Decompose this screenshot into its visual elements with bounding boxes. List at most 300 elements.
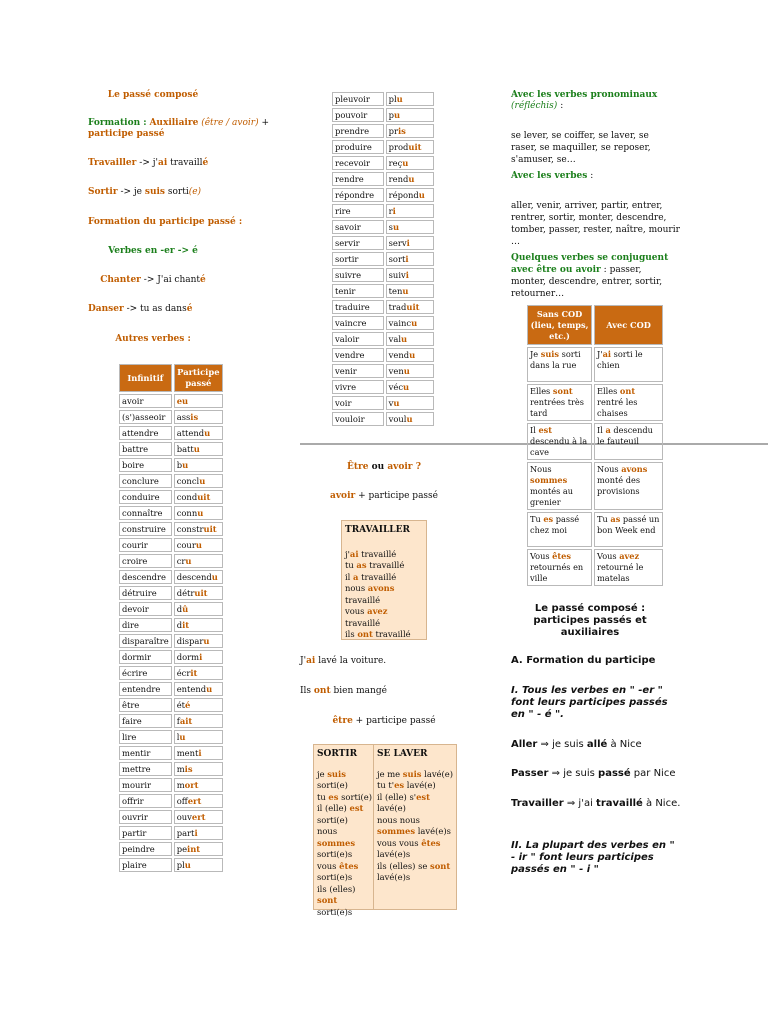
infinitif-cell: savoir	[332, 220, 384, 234]
table-row	[119, 490, 223, 504]
participe-stem: ten	[388, 286, 403, 296]
word-etre: Être	[347, 462, 369, 472]
participe-stem: véc	[388, 382, 404, 392]
participe-ending: uit	[197, 492, 211, 502]
participe-cell	[386, 364, 434, 378]
sans-cod-cell	[527, 384, 592, 421]
participle: sorti(e)	[338, 791, 373, 802]
participe-stem: attend	[176, 428, 205, 438]
conjugation-line	[317, 872, 373, 884]
table-row	[119, 842, 223, 856]
participe-ending: i	[198, 748, 202, 758]
conjugation-line	[317, 792, 373, 804]
participe-cell	[386, 412, 434, 426]
formation-pp-heading: Formation du participe passé :	[88, 217, 243, 227]
participe-stem: serv	[388, 238, 407, 248]
page-title: Le passé composé	[107, 90, 199, 100]
example-sortir	[88, 187, 201, 197]
example-chanter	[68, 275, 238, 285]
reflechis-label: (réfléchis)	[511, 101, 558, 111]
infinitif-cell: venir	[332, 364, 384, 378]
formation-aux: Auxiliaire	[149, 118, 199, 128]
participe-cell	[174, 538, 223, 552]
participe-cell	[174, 682, 223, 696]
formation-participe-heading: A. Formation du participe	[511, 655, 656, 666]
participe-cell	[386, 284, 434, 298]
conjugation-line	[377, 826, 453, 838]
word-ou: ou	[371, 462, 385, 472]
conjugation-line	[317, 861, 373, 873]
rest: rentré les chaises	[597, 397, 638, 418]
participe-cell	[174, 778, 223, 792]
participle: travaillé	[345, 617, 381, 628]
infinitif-cell: peindre	[119, 842, 172, 856]
participe-cell	[174, 458, 223, 472]
participe-ending: u	[393, 398, 400, 408]
ex-verb: Aller	[511, 739, 538, 750]
example-voiture	[300, 656, 386, 666]
table-row	[332, 364, 434, 378]
subject: Nous	[597, 464, 622, 474]
auxiliary: as	[610, 514, 621, 524]
autres-verbes-heading: Autres verbes :	[115, 334, 191, 344]
example-verb: Chanter	[100, 275, 141, 285]
etre-line	[300, 716, 468, 726]
participe-stem: f	[176, 716, 180, 726]
participe-ending: u	[182, 460, 189, 470]
table-row	[119, 586, 223, 600]
avec-cod-cell	[594, 549, 663, 586]
auxiliary: es	[328, 791, 339, 802]
participe-stem: batt	[176, 444, 194, 454]
subject: Nous	[530, 464, 552, 474]
quelques-label: Quelques verbes se conjuguent avec être ou avoir	[511, 253, 669, 275]
infinitif-cell: servir	[332, 236, 384, 250]
ex-text: je suis	[560, 768, 599, 779]
table-row	[119, 698, 223, 712]
auxiliary: suis	[327, 768, 346, 779]
participe-stem: p	[388, 110, 394, 120]
participe-ending: u	[184, 860, 191, 870]
example-text: -> je	[120, 187, 142, 197]
auxiliary: est	[538, 425, 553, 435]
auxiliary: a	[605, 425, 611, 435]
conjugation-line	[345, 629, 423, 641]
participe-stem: prod	[388, 142, 409, 152]
participe-cell	[174, 746, 223, 760]
participe-cell	[174, 618, 223, 632]
infinitif-cell: construire	[119, 522, 172, 536]
conjugation-line	[317, 780, 373, 792]
participe-stem: pl	[176, 860, 185, 870]
participe-cell	[386, 108, 434, 122]
example-travailler-nice	[511, 798, 681, 810]
example-ending: é	[200, 275, 206, 285]
table-row	[119, 858, 223, 872]
ex-text: J'	[300, 656, 307, 666]
table-row	[119, 538, 223, 552]
participe-stem: voul	[388, 414, 407, 424]
rule-er: I. Tous les verbes en " -er " font leurs participes passés en " - é ".	[511, 685, 668, 720]
example-ending: é	[186, 304, 193, 314]
conjugation-line	[377, 803, 453, 815]
participe-stem: dispar	[176, 636, 204, 646]
etre-ou-avoir-heading	[300, 462, 468, 472]
participe-cell	[174, 826, 223, 840]
table-row	[119, 602, 223, 616]
table-row	[332, 236, 434, 250]
quelques-verbes	[511, 252, 671, 300]
header-avec-cod: Avec COD	[594, 305, 663, 345]
conjugation-line	[317, 884, 373, 907]
auxiliary: avez	[367, 606, 388, 616]
conjugation-line	[345, 560, 423, 572]
auxiliary: êtes	[552, 551, 571, 561]
conjugation-line	[345, 583, 423, 595]
infinitif-cell: connaître	[119, 506, 172, 520]
infinitif-cell: offrir	[119, 794, 172, 808]
conjugation-line	[377, 838, 453, 850]
rest: retournés en ville	[530, 562, 584, 583]
pronoun: vous	[317, 860, 340, 871]
infinitif-cell: (s')asseoir	[119, 410, 172, 424]
participe-ending: u	[211, 572, 218, 582]
auxiliary: êtes	[421, 837, 441, 848]
rule-ir: II. La plupart des verbes en " - ir " font leurs participes passés en " - i "	[511, 840, 675, 875]
participe-stem: détr	[176, 588, 195, 598]
participe-ending: i	[199, 652, 203, 662]
table-row	[332, 156, 434, 170]
table-row	[119, 746, 223, 760]
infinitif-cell: dire	[119, 618, 172, 632]
arrow-icon: ⇒	[566, 798, 576, 809]
conjugation-line	[317, 907, 373, 919]
verbes-er-rule: Verbes en -er -> é	[108, 246, 198, 256]
infinitif-cell: tenir	[332, 284, 384, 298]
participe-ending: u	[179, 732, 186, 742]
participe-cell	[174, 586, 223, 600]
participe-cell	[174, 810, 223, 824]
participe-cell	[174, 426, 223, 440]
participe-ending: u	[197, 508, 204, 518]
participe-ending: u	[204, 428, 211, 438]
example-ending: (e)	[188, 187, 202, 197]
participe-ending: u	[185, 556, 192, 566]
conjugation-line	[317, 826, 373, 849]
pronoun: vous vous	[377, 837, 422, 848]
participe-cell	[174, 714, 223, 728]
rest: rentrées très tard	[530, 397, 584, 418]
participe-cell	[174, 442, 223, 456]
participe-ending: u	[402, 286, 409, 296]
word-question: ?	[415, 462, 421, 472]
participe-ending: is	[190, 412, 199, 422]
participe-cell	[386, 188, 434, 202]
participe-ending: uit	[203, 524, 217, 534]
formation-line	[88, 118, 269, 128]
conjugation-line	[377, 792, 453, 804]
participe-stem: vainc	[388, 318, 412, 328]
avoir-line	[300, 491, 468, 501]
participe-ending: int	[187, 844, 201, 854]
pronoun: lavé(e)s	[377, 849, 411, 859]
sans-cod-cell	[527, 512, 592, 547]
participle: lavé(e)s	[415, 826, 451, 836]
participe-stem: ment	[176, 748, 199, 758]
participe-ending: it	[190, 668, 198, 678]
etre-verbs-list: aller, venir, arriver, partir, entrer, rentrer, sortir, monter, descendre, tomber, passer, rester, naître, mourir …	[511, 201, 680, 247]
table-row	[332, 412, 434, 426]
participe-stem: vend	[388, 350, 410, 360]
infinitif-cell: conduire	[119, 490, 172, 504]
table-row	[119, 458, 223, 472]
avec-cod-cell	[594, 423, 663, 460]
infinitif-cell: dormir	[119, 650, 172, 664]
participe-ending: u	[394, 110, 401, 120]
infinitif-cell: pouvoir	[332, 108, 384, 122]
table-row	[119, 554, 223, 568]
table-row	[332, 220, 434, 234]
table-row	[119, 730, 223, 744]
rest: montés au grenier	[530, 486, 574, 507]
participe-ending: uit	[406, 302, 420, 312]
formation-participe: participe passé	[88, 129, 165, 139]
header-infinitif: Infinitif	[119, 364, 172, 392]
participe-cell	[174, 602, 223, 616]
infinitif-cell: courir	[119, 538, 172, 552]
pronoun: sorti	[317, 780, 337, 790]
table-row	[332, 140, 434, 154]
participe-ending: u	[406, 414, 413, 424]
subject: Je	[530, 349, 541, 359]
example-ending: é	[202, 158, 209, 168]
auxiliary: ai	[602, 349, 612, 359]
participe-stem: suiv	[388, 270, 406, 280]
participe-stem: dorm	[176, 652, 200, 662]
avec-cod-cell	[594, 384, 663, 421]
subject: Elles	[597, 386, 620, 396]
table-row	[332, 332, 434, 346]
infinitif-cell: boire	[119, 458, 172, 472]
subject: J'	[597, 349, 603, 359]
pronoun: sorti(e)s	[317, 872, 353, 882]
rest: sorti dans la rue	[530, 349, 581, 370]
participe-cell	[174, 666, 223, 680]
conjugation-line	[345, 595, 423, 607]
subject: Il	[530, 425, 539, 435]
subject: Vous	[530, 551, 553, 561]
auxiliary: suis	[540, 349, 560, 359]
participe-ending: ait	[179, 716, 193, 726]
avec-cod-cell	[594, 462, 663, 510]
infinitif-cell: ouvrir	[119, 810, 172, 824]
pronoun: lavé(e)	[377, 803, 406, 813]
participe-stem: m	[176, 764, 185, 774]
infinitif-cell: prendre	[332, 124, 384, 138]
table-row	[119, 634, 223, 648]
infinitif-cell: descendre	[119, 570, 172, 584]
table-row	[332, 396, 434, 410]
conjugation-line	[377, 849, 453, 861]
table-row	[119, 714, 223, 728]
participe-ending: i	[405, 270, 409, 280]
pronoun: vous	[345, 606, 368, 616]
example-verb: Danser	[88, 304, 124, 314]
sans-cod-cell	[527, 549, 592, 586]
infinitif-cell: vouloir	[332, 412, 384, 426]
participe-cell	[386, 268, 434, 282]
infinitif-cell: mentir	[119, 746, 172, 760]
conjugation-line	[377, 861, 453, 873]
conjugation-line	[377, 769, 453, 781]
participe-stem: rend	[388, 174, 409, 184]
ex-participle: allé	[586, 739, 608, 750]
participe-stem: cour	[176, 540, 196, 550]
participe-cell	[174, 570, 223, 584]
auxiliary: sommes	[530, 475, 568, 485]
participe-cell	[386, 124, 434, 138]
infinitif-cell: mettre	[119, 762, 172, 776]
participle: travaillé	[358, 571, 397, 582]
participle: (e)	[336, 780, 348, 790]
auxiliary: a	[353, 571, 359, 582]
table-row	[119, 682, 223, 696]
table-row	[332, 300, 434, 314]
pronoun: sorti(e)	[317, 814, 348, 825]
auxiliary: ont	[619, 386, 636, 396]
auxiliary: avons	[621, 464, 648, 474]
participe-ending: i	[405, 254, 409, 264]
pronoun: tu	[345, 560, 357, 570]
participe-stem: constr	[176, 524, 204, 534]
infinitif-cell: valoir	[332, 332, 384, 346]
participe-stem: ouv	[176, 812, 192, 822]
conjugation-line	[317, 849, 373, 861]
table-row	[332, 252, 434, 266]
participe-cell	[386, 380, 434, 394]
table-row	[119, 394, 223, 408]
example-verb: Travailler	[88, 158, 137, 168]
pronoun: lavé(e)s	[377, 872, 411, 882]
infinitif-cell: pleuvoir	[332, 92, 384, 106]
table-row	[332, 348, 434, 362]
participe-cell	[386, 156, 434, 170]
rest: passé chez moi	[530, 514, 580, 535]
pronoun: ils (elles)	[317, 883, 356, 894]
example-text: -> J'ai chant	[143, 275, 201, 285]
participe-cell	[174, 858, 223, 872]
auxiliary: avez	[619, 551, 640, 561]
infinitif-cell: rire	[332, 204, 384, 218]
infinitif-cell: avoir	[119, 394, 172, 408]
participe-stem: d	[176, 604, 183, 614]
infinitif-cell: rendre	[332, 172, 384, 186]
ex-text: lavé la voiture.	[315, 656, 387, 666]
participe-stem: cr	[176, 556, 186, 566]
participe-stem: m	[176, 780, 185, 790]
table-row	[119, 650, 223, 664]
participe-cell	[386, 396, 434, 410]
table-row	[119, 410, 223, 424]
word-avoir: avoir	[330, 491, 356, 501]
participe-cell	[174, 554, 223, 568]
participe-stem: écr	[176, 668, 191, 678]
cod-row	[527, 423, 663, 460]
ex-aux: ont	[313, 686, 331, 696]
subject: Tu	[530, 514, 544, 524]
colon: :	[560, 101, 564, 111]
rest: descendu à la cave	[530, 436, 588, 457]
participe-stem: val	[388, 334, 402, 344]
rest: retourné le matelas	[597, 562, 644, 583]
example-passer	[511, 768, 675, 779]
participe-text: + participe passé	[355, 716, 436, 726]
box-title: TRAVAILLER	[345, 525, 410, 535]
participe-stem: l	[176, 732, 180, 742]
laver-box	[373, 744, 457, 910]
participe-ending: û	[182, 604, 189, 614]
example-aller	[511, 739, 642, 750]
ex-text: à Nice.	[642, 798, 681, 809]
conjugation-line	[317, 803, 373, 815]
arrow-icon: ⇒	[540, 739, 549, 750]
participe-stem: entend	[176, 684, 207, 694]
travailler-box	[341, 520, 427, 640]
pronoun: travaillé	[345, 594, 381, 605]
participe-cell	[174, 650, 223, 664]
infinitif-cell: attendre	[119, 426, 172, 440]
conjugation-line	[377, 872, 453, 884]
table-row	[119, 474, 223, 488]
subject: Tu	[597, 514, 611, 524]
table-row	[119, 826, 223, 840]
pronoun: ils (elles) se	[377, 860, 430, 871]
conjugation-line	[377, 780, 453, 792]
example-mange	[300, 686, 387, 696]
participe-stem: ass	[176, 412, 191, 422]
participe-cell	[386, 140, 434, 154]
participe-ending: u	[203, 636, 210, 646]
ex-verb: Passer	[511, 768, 549, 779]
infinitif-cell: faire	[119, 714, 172, 728]
infinitif-cell: écrire	[119, 666, 172, 680]
formation-label: Formation :	[88, 118, 147, 128]
ex-participle: passé	[598, 768, 631, 779]
rest: passé un bon Week end	[597, 514, 660, 535]
rest: monté des provisions	[597, 475, 641, 496]
auxiliary: sommes	[317, 837, 356, 848]
word-avoir: avoir	[387, 462, 413, 472]
auxiliary: as	[356, 560, 367, 570]
table-row	[119, 442, 223, 456]
participe-stem: part	[176, 828, 195, 838]
section-title: Le passé composé : participes passés et auxiliaires	[533, 603, 647, 638]
participe-ending: is	[398, 126, 406, 136]
auxiliary: suis	[402, 768, 422, 779]
participe-ending: u	[392, 222, 400, 232]
pronominaux-heading	[511, 90, 666, 112]
table-row	[119, 794, 223, 808]
ex-participle: travaillé	[596, 798, 643, 809]
pronoun: nous nous	[377, 814, 420, 825]
participe-ending: u	[193, 444, 200, 454]
participe-stem: d	[176, 620, 183, 630]
participe-ending: it	[182, 620, 190, 630]
pronoun: sorti(e)s	[317, 849, 353, 859]
example-text: -> tu as dans	[126, 304, 187, 314]
auxiliary: es	[543, 514, 554, 524]
conjugation-line	[377, 815, 453, 827]
